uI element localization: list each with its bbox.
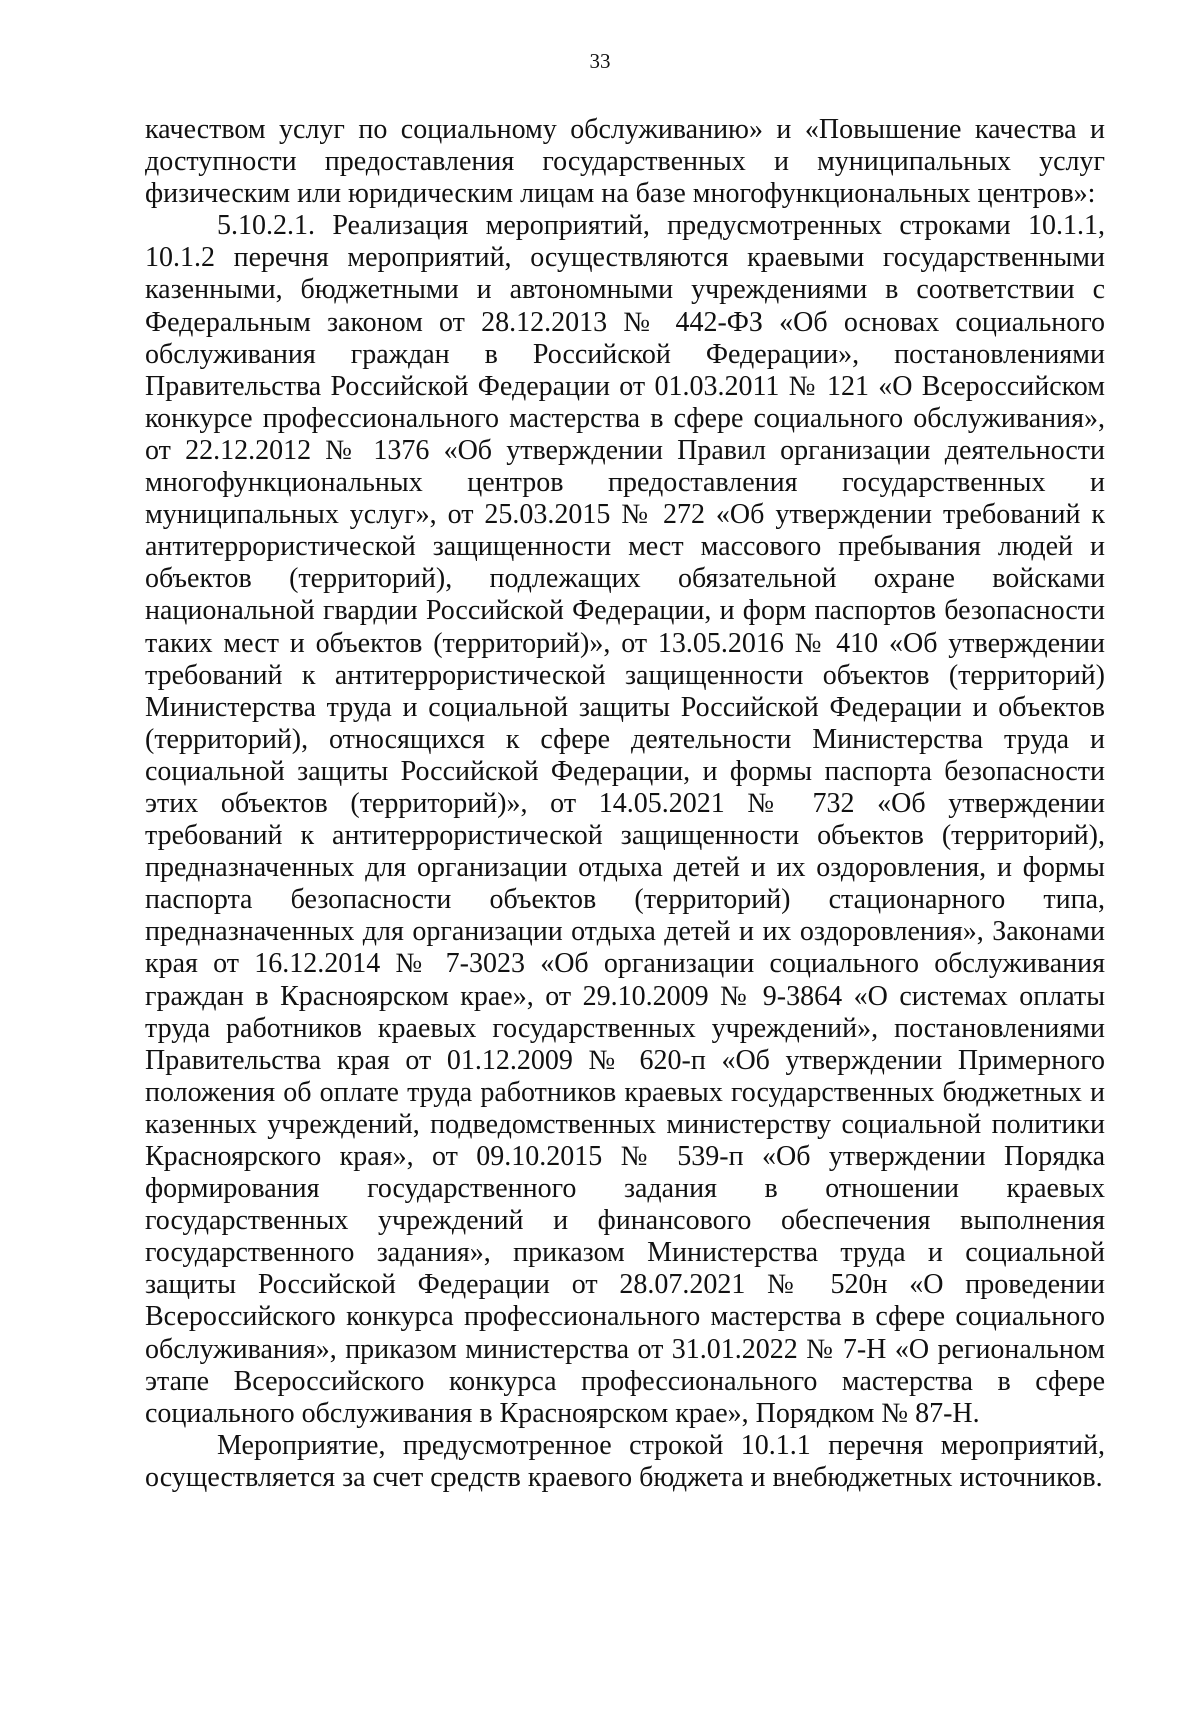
paragraph-section-5-10-2-1: 5.10.2.1. Реализация мероприятий, предусмотренных строками 10.1.1, 10.1.2 перечня мероприятий, осуществляются краевыми государственными казенными, бюджетными и автономными учреждениями в соответствии с Федеральным законом от 28.12.2013 № 442-ФЗ «Об основах социального обслуживания граждан в Российской Федерации», постановлениями Правительства Российской Федерации от 01.03.2011 № 121 «О Всероссийском конкурсе профессионального мастерства в сфере социального обслуживания», от 22.12.2012 № 1376 «Об утверждении Правил организации деятельности многофункциональных центров предоставления государственных и муниципальных услуг», от 25.03.2015 № 272 «Об утверждении требований к антитеррористической защищенности мест массового пребывания людей и объектов (территорий), подлежащих обязательной охране войсками национальной гвардии Российской Федерации, и форм паспортов безопасности таких мест и объектов (территорий)», от 13.05.2016 № 410 «Об утверждении требований к антитеррористической защищенности объектов (территорий) Министерства труда и социальной защиты Российской Федерации и объектов (территорий), относящихся к сфере деятельности Министерства труда и социальной защиты Российской Федерации, и формы паспорта безопасности этих объектов (территорий)», от 14.05.2021 № 732 «Об утверждении требований к антитеррористической защищенности объектов (территорий), предназначенных для организации отдыха детей и их оздоровления, и формы паспорта безопасности объектов (территорий) стационарного типа, предназначенных для организации отдыха детей и их оздоровления», Законами края от 16.12.2014 № 7-3023 «Об организации социального обслуживания граждан в Красноярском крае», от 29.10.2009 № 9-3864 «О системах оплаты труда работников краевых государственных учреждений», постановлениями Правительства края от 01.12.2009 № 620-п «Об утверждении Примерного положения об оплате труда работников краевых государственных бюджетных и казенных учреждений, подведомственных министерству социальной политики Красноярского края», от 09.10.2015 № 539-п «Об утверждении Порядка формирования государственного задания в отношении краевых государственных учреждений и финансового обеспечения выполнения государственного задания», приказом Министерства труда и социальной защиты Российской Федерации от 28.07.2021 № 520н «О проведении Всероссийского конкурса профессионального мастерства в сфере социального обслуживания», приказом министерства от 31.01.2022 № 7-Н «О региональном этапе Всероссийского конкурса профессионального мастерства в сфере социального обслуживания в Красноярском крае», Порядком № 87-Н. <box>145 210 1105 1429</box>
paragraph-intro: качеством услуг по социальному обслуживанию» и «Повышение качества и доступности предоставления государственных и муниципальных услуг физическим или юридическим лицам на базе многофункциональных центров»: <box>145 114 1105 210</box>
page-number: 33 <box>589 49 611 73</box>
paragraph-funding: Мероприятие, предусмотренное строкой 10.1.1 перечня мероприятий, осуществляется за счет средств краевого бюджета и внебюджетных источников. <box>145 1429 1105 1493</box>
document-body <box>145 114 1105 1494</box>
